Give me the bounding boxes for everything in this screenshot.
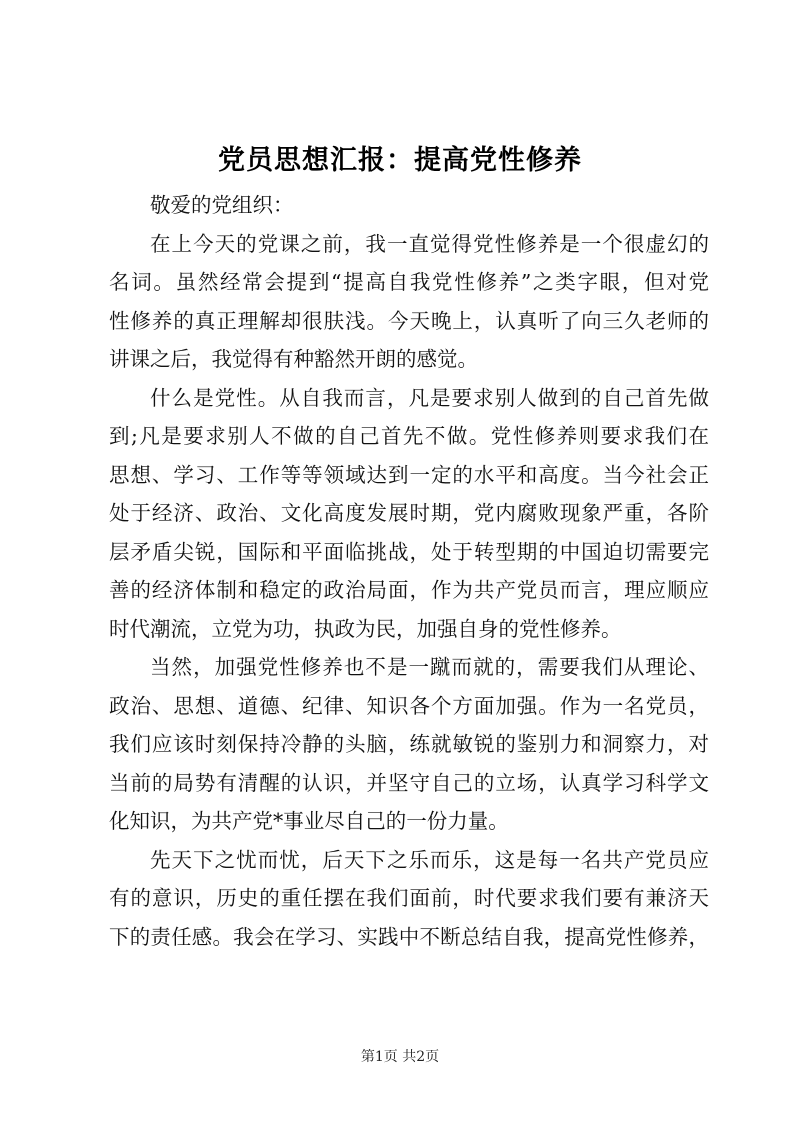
paragraph-line: 性修养的真正理解却很肤浅。今天晚上，认真听了向三久老师的 [109, 308, 709, 333]
paragraph-line: 我们应该时刻保持冷静的头脑，练就敏锐的鉴别力和洞察力，对 [109, 732, 709, 756]
paragraph-line: 善的经济体制和稳定的政治局面，作为共产党员而言，理应顺应 [109, 578, 709, 602]
paragraph-line: 在上今天的党课之前，我一直觉得党性修养是一个很虚幻的 [150, 231, 709, 256]
paragraph-line: 时代潮流，立党为功，执政为民，加强自身的党性修养。 [109, 616, 622, 641]
paragraph-3 [109, 648, 709, 841]
paragraph-line: 到;凡是要求别人不做的自己首先不做。党性修养则要求我们在 [109, 424, 709, 448]
paragraph-line: 层矛盾尖锐，国际和平面临挑战，处于转型期的中国迫切需要完 [109, 539, 709, 564]
paragraph-line: 有的意识，历史的重任摆在我们面前，时代要求我们要有兼济天 [109, 886, 709, 910]
paragraph-1 [109, 225, 709, 379]
paragraph-line: 政治、思想、道德、纪律、知识各个方面加强。作为一名党员， [109, 693, 709, 718]
paragraph-line: 化知识，为共产党*事业尽自己的一份力量。 [109, 809, 509, 833]
paragraph-line: 当前的局势有清醒的认识，并坚守自己的立场，认真学习科学文 [109, 770, 709, 795]
document-title: 党员思想汇报：提高党性修养 [218, 145, 582, 176]
paragraph-line: 当然，加强党性修养也不是一蹴而就的，需要我们从理论、 [150, 655, 709, 679]
salutation: 敬爱的党组织： [150, 193, 294, 217]
paragraph-line: 先天下之忧而忧，后天下之乐而乐，这是每一名共产党员应 [150, 847, 709, 872]
paragraph-2 [109, 379, 709, 649]
paragraph-line: 讲课之后，我觉得有种豁然开朗的感觉。 [109, 347, 478, 371]
paragraph-line: 处于经济、政治、文化高度发展时期，党内腐败现象严重，各阶 [109, 501, 709, 525]
paragraph-4 [109, 841, 709, 957]
paragraph-line: 名词。虽然经常会提到“提高自我党性修养”之类字眼，但对党 [109, 270, 709, 294]
page-number-footer: 第1页 共2页 [360, 1049, 440, 1065]
document-body [109, 186, 709, 956]
paragraph-line: 下的责任感。我会在学习、实践中不断总结自我，提高党性修养， [109, 924, 709, 949]
paragraph-line: 什么是党性。从自我而言，凡是要求别人做到的自己首先做 [150, 385, 709, 410]
paragraph-line: 思想、学习、工作等等领域达到一定的水平和高度。当今社会正 [109, 462, 709, 487]
